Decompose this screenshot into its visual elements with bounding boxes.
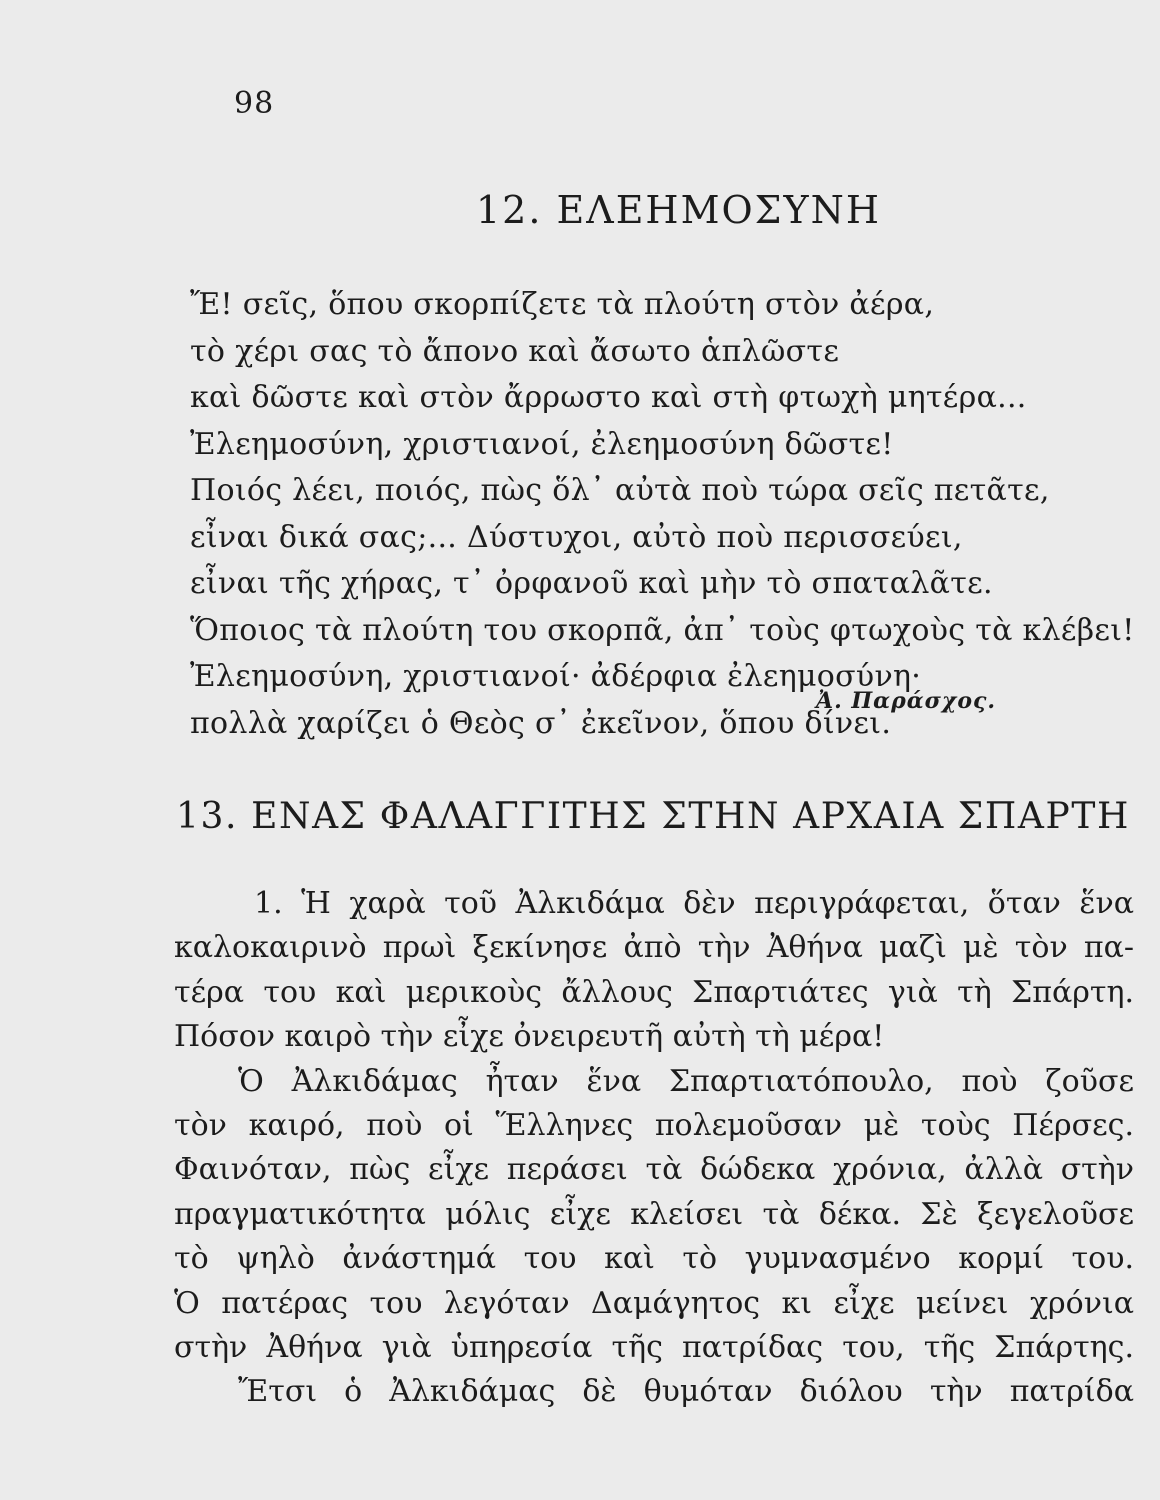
prose-line: Φαινόταν, πὼς εἶχε περάσει τὰ δώδεκα χρόνια, ἀλλὰ στὴν — [174, 1152, 1134, 1188]
poem — [190, 282, 1150, 747]
poem-line: τὸ χέρι σας τὸ ἄπονο καὶ ἄσωτο ἁπλῶστε — [190, 333, 840, 369]
prose-line: στὴν Ἀθήνα γιὰ ὑπηρεσία τῆς πατρίδας του, τῆς Σπάρτης. — [174, 1329, 1134, 1365]
prose-line: τὸν καιρό, ποὺ οἱ Ἕλληνες πολεμοῦσαν μὲ τοὺς Πέρσες. — [174, 1107, 1134, 1143]
poem-line: Ἐλεημοσύνη, χριστιανοί· ἀδέρφια ἐλεημοσύνη· — [190, 659, 922, 694]
poem-line: πολλὰ χαρίζει ὁ Θεὸς σ᾽ ἐκεῖνον, ὅπου δίνει. — [190, 705, 892, 741]
poem-line: καὶ δῶστε καὶ στὸν ἄρρωστο καὶ στὴ φτωχὴ μητέρα... — [190, 380, 1027, 415]
poem-line: εἶναι δικά σας;... Δύστυχοι, αὐτὸ ποὺ περισσεύει, — [190, 519, 963, 555]
prose-line: τὸ ψηλὸ ἀνάστημά του καὶ τὸ γυμνασμένο κορμί του. — [174, 1241, 1134, 1277]
prose-line: 1. Ἡ χαρὰ τοῦ Ἀλκιδάμα δὲν περιγράφεται, ὅταν ἕνα — [254, 886, 1134, 921]
page-number: 98 — [234, 86, 275, 121]
prose-line: Ὁ πατέρας του λεγόταν Δαμάγητος κι εἶχε μείνει χρόνια — [174, 1285, 1134, 1321]
section-13-title: 13. ΕΝΑΣ ΦΑΛΑΓΓΙΤΗΣ ΣΤΗΝ ΑΡΧΑΙΑ ΣΠΑΡΤΗ — [176, 796, 1130, 837]
section-12-title: 12. ΕΛΕΗΜΟΣΥΝΗ — [476, 188, 881, 232]
poem-line: Ἔ! σεῖς, ὅπου σκορπίζετε τὰ πλούτη στὸν ἀέρα, — [190, 287, 935, 322]
poem-line: Ἐλεημοσύνη, χριστιανοί, ἐλεημοσύνη δῶστε! — [190, 426, 894, 462]
prose-line: καλοκαιρινὸ πρωὶ ξεκίνησε ἀπὸ τὴν Ἀθήνα μαζὶ μὲ τὸν πα- — [174, 930, 1134, 966]
prose-text — [174, 882, 1134, 1415]
prose-line: Πόσον καιρὸ τὴν εἶχε ὀνειρευτῆ αὐτὴ τὴ μέρα! — [174, 1019, 885, 1055]
poem-line: Ποιός λέει, ποιός, πὼς ὅλ᾽ αὐτὰ ποὺ τώρα σεῖς πετᾶτε, — [190, 473, 1050, 508]
prose-line: τέρα του καὶ μερικοὺς ἄλλους Σπαρτιάτες γιὰ τὴ Σπάρτη. — [174, 974, 1134, 1010]
poem-line: Ὅποιος τὰ πλούτη του σκορπᾶ, ἀπ᾽ τοὺς φτωχοὺς τὰ κλέβει! — [190, 612, 1135, 648]
poem-author: Ἀ. Παράσχος. — [816, 688, 997, 714]
prose-line: πραγματικότητα μόλις εἶχε κλείσει τὰ δέκα. Σὲ ξεγελοῦσε — [174, 1196, 1134, 1232]
poem-line: εἶναι τῆς χήρας, τ᾽ ὀρφανοῦ καὶ μὴν τὸ σπαταλᾶτε. — [190, 566, 993, 601]
prose-line: Ἔτσι ὁ Ἀλκιδάμας δὲ θυμόταν διόλου τὴν πατρίδα — [238, 1374, 1134, 1410]
prose-line: Ὁ Ἀλκιδάμας ἦταν ἕνα Σπαρτιατόπουλο, ποὺ ζοῦσε — [238, 1063, 1134, 1099]
